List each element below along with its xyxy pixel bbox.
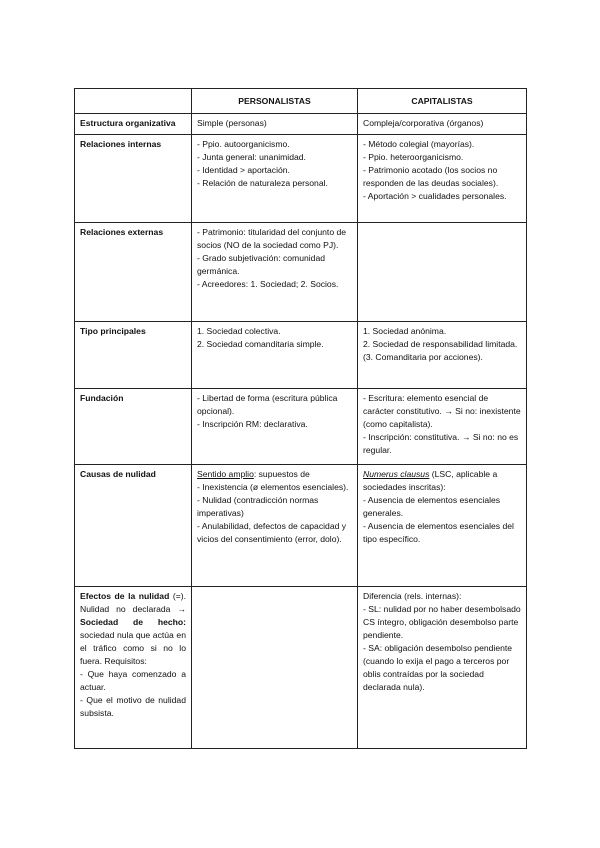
label-relaciones-externas: Relaciones externas [75, 223, 192, 322]
label-causas: Causas de nulidad [75, 465, 192, 587]
row-relaciones-internas [75, 135, 527, 223]
efectos-title: Efectos de la nulidad [80, 591, 170, 601]
row-relaciones-externas [75, 223, 527, 322]
row-estructura [75, 114, 527, 135]
list-item: - Patrimonio: titularidad del conjunto de socios (NO de la sociedad como PJ). [197, 227, 347, 250]
list-item: - Ppio. autoorganicismo. [197, 139, 290, 149]
comparison-table [74, 88, 527, 749]
list-item: (3. Comanditaria por acciones). [363, 352, 483, 362]
label-fundacion: Fundación [75, 389, 192, 465]
list-item: - Aportación > cualidades personales. [363, 191, 507, 201]
list-item: - Método colegial (mayorías). [363, 139, 475, 149]
list-item: - Junta general: unanimidad. [197, 152, 306, 162]
row-fundacion [75, 389, 527, 465]
list-item: - SL: nulidad por no haber desembolsado CS íntegro, obligación desembolso parte pendiente. [363, 604, 521, 640]
cell-tipo-capitalistas [358, 322, 527, 389]
row-efectos [75, 587, 527, 749]
list-item: - Inscripción: constitutiva. → Si no: no es regular. [363, 432, 519, 455]
list-item: - Identidad > aportación. [197, 165, 290, 175]
lead-rest: : supuestos de [253, 469, 310, 479]
sentido-amplio-term: Sentido amplio [197, 469, 254, 479]
sociedad-de-hecho-term: Sociedad de hecho: [80, 617, 186, 627]
header-row [75, 89, 527, 114]
label-relaciones-internas: Relaciones internas [75, 135, 192, 223]
list-item: - Que el motivo de nulidad subsista. [80, 695, 186, 718]
cell-ri-capitalistas [358, 135, 527, 223]
label-tipo: Tipo principales [75, 322, 192, 389]
list-item: 1. Sociedad anónima. [363, 326, 447, 336]
list-item: - Grado subjetivación: comunidad germánica. [197, 253, 326, 276]
list-item: 2. Sociedad comanditaria simple. [197, 339, 324, 349]
list-item: - Nulidad (contradicción normas imperativas) [197, 495, 319, 518]
cell-fundacion-capitalistas [358, 389, 527, 465]
efectos-text: (=). Nulidad no declarada → [80, 591, 186, 614]
lead-rest: (LSC, aplicable a sociedades inscritas): [363, 469, 498, 492]
cell-fundacion-personalistas [192, 389, 358, 465]
list-item: 2. Sociedad de responsabilidad limitada. [363, 339, 518, 349]
cell-tipo-personalistas [192, 322, 358, 389]
list-item: - SA: obligación desembolso pendiente (cuando lo exija el pago a terceros por oblis contraídas por la sociedad declarada nula). [363, 643, 513, 692]
list-item: - Acreedores: 1. Sociedad; 2. Socios. [197, 279, 339, 289]
cell-efectos-capitalistas [358, 587, 527, 749]
numerus-clausus-term: Numerus clausus [363, 469, 430, 479]
list-item: Diferencia (rels. internas): [363, 591, 462, 601]
cell-ri-personalistas [192, 135, 358, 223]
list-item: - Que haya comenzado a actuar. [80, 669, 186, 692]
header-personalistas: PERSONALISTAS [192, 89, 358, 114]
cell-re-personalistas [192, 223, 358, 322]
list-item: - Relación de naturaleza personal. [197, 178, 328, 188]
list-item: 1. Sociedad colectiva. [197, 326, 281, 336]
efectos-text: sociedad nula que actúa en el tráfico como si no lo fuera. Requisitos: [80, 630, 186, 666]
causas-lead [363, 468, 521, 494]
row-tipo [75, 322, 527, 389]
header-capitalistas: CAPITALISTAS [358, 89, 527, 114]
label-efectos [75, 587, 192, 749]
list-item: - Patrimonio acotado (los socios no responden de las deudas sociales). [363, 165, 499, 188]
list-item: - Libertad de forma (escritura pública opcional). [197, 393, 338, 416]
efectos-paragraph [80, 590, 186, 668]
list-item: - Ausencia de elementos esenciales del tipo específico. [363, 521, 514, 544]
causas-lead [197, 468, 352, 481]
list-item: - Ppio. heteroorganicismo. [363, 152, 464, 162]
header-empty [75, 89, 192, 114]
row-causas [75, 465, 527, 587]
list-item: - Anulabilidad, defectos de capacidad y vicios del consentimiento (error, dolo). [197, 521, 347, 544]
cell-estructura-capitalistas: Compleja/corporativa (órganos) [358, 114, 527, 135]
cell-causas-personalistas [192, 465, 358, 587]
cell-estructura-personalistas: Simple (personas) [192, 114, 358, 135]
list-item: - Ausencia de elementos esenciales generales. [363, 495, 501, 518]
list-item: - Escritura: elemento esencial de carácter constitutivo. → Si no: inexistente (como capitalista). [363, 393, 521, 429]
label-estructura: Estructura organizativa [75, 114, 192, 135]
cell-efectos-personalistas [192, 587, 358, 749]
cell-causas-capitalistas [358, 465, 527, 587]
list-item: - Inscripción RM: declarativa. [197, 419, 308, 429]
cell-re-capitalistas [358, 223, 527, 322]
list-item: - Inexistencia (ø elementos esenciales). [197, 482, 349, 492]
